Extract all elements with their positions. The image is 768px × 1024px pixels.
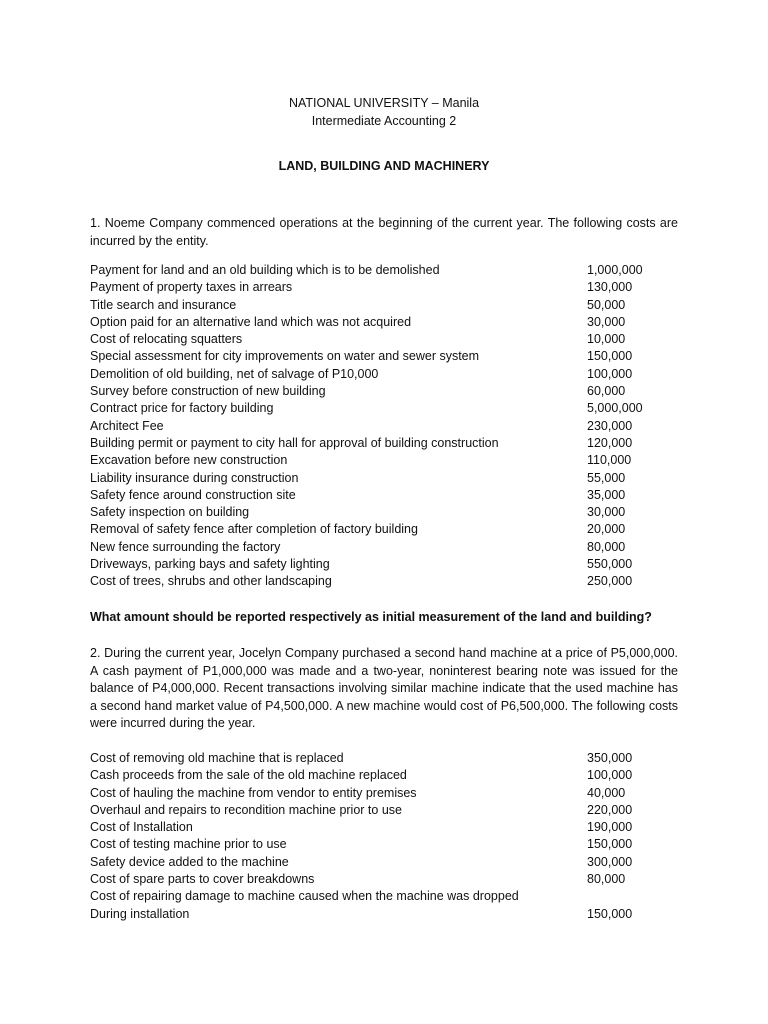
cost-label: Payment for land and an old building which is to be demolished: [90, 263, 440, 277]
cost-row: [90, 785, 690, 802]
problem-1-cost-list: [90, 262, 690, 591]
cost-label: Liability insurance during construction: [90, 470, 299, 485]
cost-label: Special assessment for city improvements on water and sewer system: [90, 349, 480, 364]
cost-label: Overhaul and repairs to recondition machine prior to use: [90, 802, 402, 817]
cost-amount: 190,000: [587, 820, 633, 835]
cost-label: Excavation before new construction: [90, 453, 288, 468]
cost-row: [90, 504, 690, 521]
cost-label: Title search and insurance: [90, 297, 237, 312]
cost-label: During installation: [90, 906, 190, 921]
cost-row: [90, 297, 690, 314]
cost-row: [90, 470, 690, 487]
cost-amount: 120,000: [587, 435, 633, 450]
cost-amount: 35,000: [587, 487, 626, 502]
cost-row: [90, 836, 690, 853]
cost-row: [90, 556, 690, 573]
cost-amount: 50,000: [587, 297, 626, 312]
cost-label: Cost of testing machine prior to use: [90, 837, 287, 852]
cost-amount: 1,000,000: [587, 263, 643, 277]
cost-amount: 230,000: [587, 418, 633, 433]
cost-amount: 150,000: [587, 349, 633, 364]
cost-label: Cost of relocating squatters: [90, 332, 243, 347]
cost-label: Safety fence around construction site: [90, 487, 296, 502]
cost-row: [90, 314, 690, 331]
cost-label: Cost of Installation: [90, 820, 193, 835]
problem-2-cost-list: [90, 750, 690, 923]
cost-amount: 350,000: [587, 751, 633, 765]
cost-amount: 5,000,000: [587, 401, 643, 416]
cost-amount: 80,000: [587, 872, 626, 887]
cost-row: [90, 888, 690, 905]
cost-row: [90, 573, 690, 590]
cost-row: [90, 854, 690, 871]
course-name: Intermediate Accounting 2: [311, 114, 457, 128]
cost-label: Driveways, parking bays and safety lighting: [90, 557, 330, 572]
problem-1-intro: 1. Noeme Company commenced operations at the beginning of the current year. The following costs are incurred by the entity.: [90, 216, 678, 248]
cost-label: Survey before construction of new building: [90, 384, 326, 399]
cost-row: [90, 366, 690, 383]
cost-amount: 300,000: [587, 854, 633, 869]
cost-amount: 110,000: [587, 453, 632, 468]
cost-amount: 55,000: [587, 470, 626, 485]
cost-row: [90, 802, 690, 819]
cost-label: Cost of repairing damage to machine caused when the machine was dropped: [90, 889, 519, 904]
cost-row: [90, 262, 690, 279]
cost-amount: 550,000: [587, 557, 633, 572]
cost-row: [90, 435, 690, 452]
cost-row: [90, 487, 690, 504]
university-name: NATIONAL UNIVERSITY – Manila: [288, 96, 480, 110]
cost-amount: 250,000: [587, 574, 633, 589]
cost-label: New fence surrounding the factory: [90, 539, 281, 554]
cost-row: [90, 452, 690, 469]
problem-1-question: What amount should be reported respectively as initial measurement of the land and building?: [90, 610, 652, 624]
problem-2-intro: 2. During the current year, Jocelyn Company purchased a second hand machine at a price of P5,000,000. A cash payment of P1,000,000 was made and a two-year, noninterest bearing note was issued for the balance of P4,000,000. Recent transactions involving similar machine indicate that the used machine has a second hand market value of P4,500,000. A new machine would cost of P6,500,000. The following costs were incurred during the year.: [90, 646, 678, 730]
cost-row: [90, 383, 690, 400]
topic-title: LAND, BUILDING AND MACHINERY: [278, 159, 490, 173]
cost-amount: 150,000: [587, 837, 633, 852]
cost-amount: 60,000: [587, 384, 626, 399]
cost-amount: 20,000: [587, 522, 626, 537]
cost-label: Payment of property taxes in arrears: [90, 280, 293, 295]
cost-amount: 30,000: [587, 314, 626, 329]
cost-amount: 40,000: [587, 785, 626, 800]
cost-label: Option paid for an alternative land which was not acquired: [90, 314, 412, 329]
cost-row: [90, 521, 690, 538]
cost-row: [90, 348, 690, 365]
cost-row: [90, 767, 690, 784]
cost-amount: 30,000: [587, 505, 626, 520]
cost-row: [90, 871, 690, 888]
cost-amount: 10,000: [587, 332, 626, 347]
cost-label: Cost of hauling the machine from vendor to entity premises: [90, 785, 417, 800]
cost-row: [90, 819, 690, 836]
document-header: [0, 94, 768, 130]
cost-amount: 220,000: [587, 802, 633, 817]
cost-label: Removal of safety fence after completion of factory building: [90, 522, 418, 537]
cost-label: Cost of removing old machine that is replaced: [90, 751, 344, 765]
cost-amount: 100,000: [587, 366, 633, 381]
cost-amount: 150,000: [587, 906, 633, 921]
cost-row: [90, 539, 690, 556]
cost-label: Contract price for factory building: [90, 401, 274, 416]
cost-label: Architect Fee: [90, 418, 164, 433]
cost-amount: 80,000: [587, 539, 626, 554]
cost-label: Safety device added to the machine: [90, 854, 289, 869]
cost-row: [90, 400, 690, 417]
cost-amount: 130,000: [587, 280, 633, 295]
cost-label: Cost of trees, shrubs and other landscaping: [90, 574, 332, 589]
cost-label: Safety inspection on building: [90, 505, 250, 520]
cost-row: [90, 331, 690, 348]
cost-row: [90, 750, 690, 767]
cost-row: [90, 279, 690, 296]
cost-row: [90, 906, 690, 923]
cost-label: Cost of spare parts to cover breakdowns: [90, 872, 315, 887]
cost-label: Cash proceeds from the sale of the old machine replaced: [90, 768, 407, 783]
cost-label: Demolition of old building, net of salvage of P10,000: [90, 366, 379, 381]
cost-row: [90, 418, 690, 435]
cost-label: Building permit or payment to city hall for approval of building construction: [90, 435, 499, 450]
cost-amount: 100,000: [587, 768, 633, 783]
